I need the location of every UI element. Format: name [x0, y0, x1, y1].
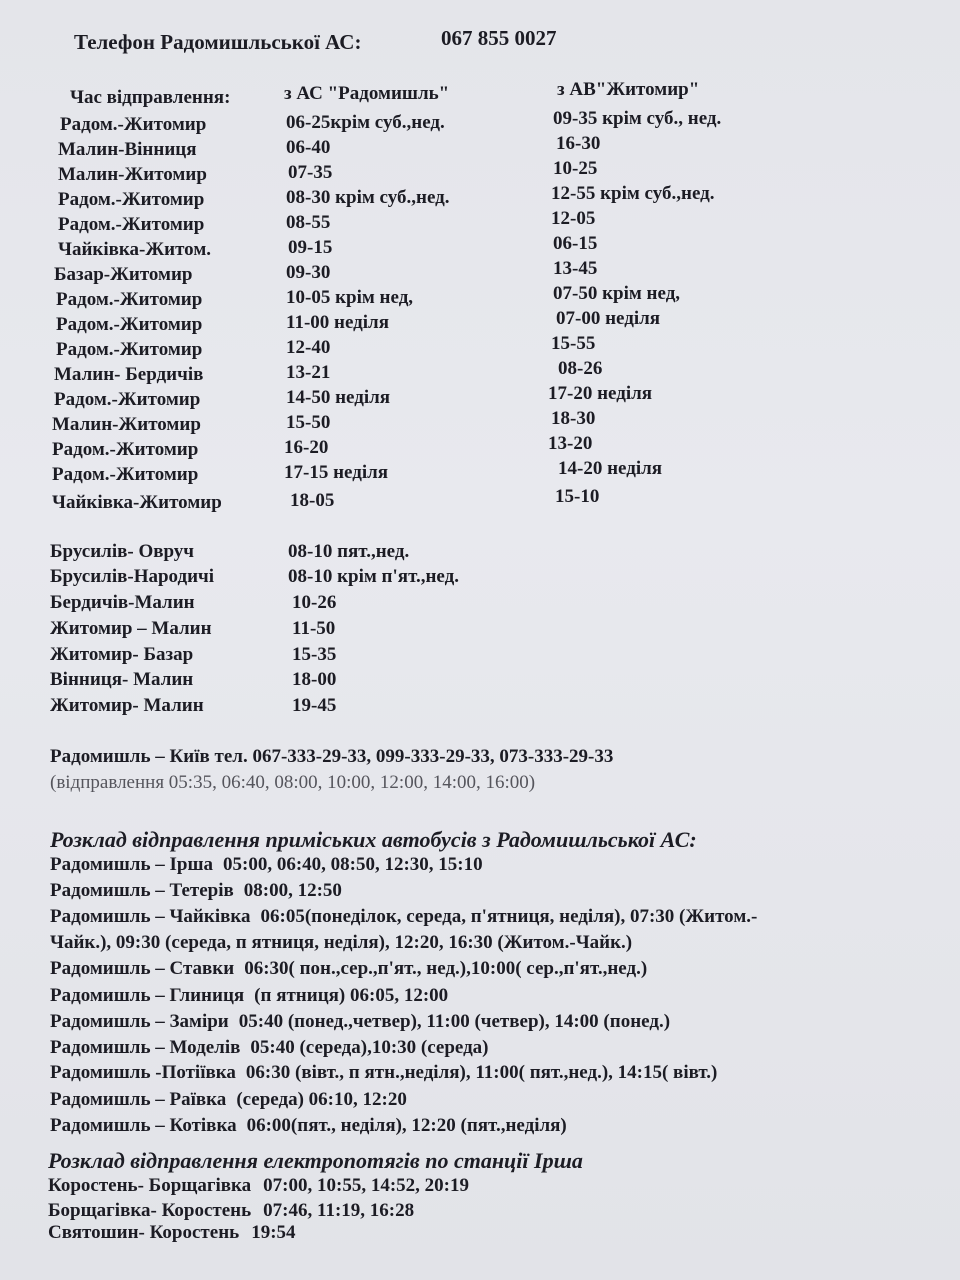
suburban-line [50, 958, 647, 980]
table-row-from-av: 15-55 [551, 333, 596, 354]
table-row-from-as: 08-55 [286, 212, 331, 233]
table-row-from-av: 14-20 неділя [558, 458, 663, 479]
table-row-from-av: 13-45 [553, 258, 598, 279]
suburban-line [50, 1011, 670, 1033]
suburban-times: (середа) 06:10, 12:20 [236, 1089, 407, 1110]
trains-title: Розклад відправлення електропотягів по станції Ірша [48, 1148, 583, 1173]
col-from-as-header: з АС "Радомишль" [284, 83, 450, 104]
train-times: 19:54 [251, 1222, 296, 1243]
table-row-from-av: 12-05 [551, 208, 596, 229]
other-route-time: 15-35 [292, 644, 337, 665]
table-row-route: Радом.-Житомир [58, 214, 205, 235]
other-route-name: Бердичів-Малин [50, 592, 195, 613]
other-route-name: Житомир- Базар [50, 644, 194, 665]
table-row-route: Радом.-Житомир [56, 289, 203, 310]
table-row-from-as: 09-15 [288, 237, 333, 258]
table-row-from-as: 14-50 неділя [286, 387, 391, 408]
table-row-route: Чайківка-Житом. [58, 239, 212, 260]
kyiv-phones: тел. 067-333-29-33, 099-333-29-33, 073-333-29-33 [214, 746, 614, 767]
table-row-route: Малин-Житомир [52, 414, 201, 435]
col-from-av-header: з АВ"Житомир" [557, 79, 700, 100]
suburban-times: 06:30( пон.,сер.,п'ят., нед.),10:00( сер.,п'ят.,нед.) [244, 958, 648, 979]
train-times: 07:46, 11:19, 16:28 [263, 1200, 415, 1221]
suburban-times: 05:40 (понед.,четвер), 11:00 (четвер), 14:00 (понед.) [238, 1011, 671, 1032]
table-row-route: Радом.-Житомир [56, 314, 203, 335]
table-row-from-av: 18-30 [551, 408, 596, 429]
suburban-route: Радомишль – Глиниця [50, 985, 245, 1006]
suburban-route: Радомишль – Моделів [50, 1037, 241, 1058]
table-row-from-as: 07-35 [288, 162, 333, 183]
other-route-name: Житомир- Малин [50, 695, 204, 716]
other-route-name: Вінниця- Малин [50, 669, 194, 690]
suburban-route: Радомишль – Ставки [50, 958, 235, 979]
col-route-header: Час відправлення: [70, 87, 231, 108]
train-line [48, 1200, 414, 1222]
table-row-from-av: 17-20 неділя [548, 383, 653, 404]
table-row-from-av: 06-15 [553, 233, 598, 254]
suburban-route: Радомишль – Раївка [50, 1089, 227, 1110]
table-row-from-as: 06-40 [286, 137, 331, 158]
suburban-times: 08:00, 12:50 [243, 880, 342, 901]
train-times: 07:00, 10:55, 14:52, 20:19 [263, 1175, 469, 1196]
train-route: Святошин- Коростень [48, 1222, 240, 1243]
table-row-from-as: 12-40 [286, 337, 331, 358]
suburban-line [50, 932, 632, 954]
suburban-route: Радомишль – Ірша [50, 854, 213, 875]
suburban-route: Радомишль – Чайківка [50, 906, 251, 927]
table-row-from-av: 10-25 [553, 158, 598, 179]
suburban-line [50, 985, 448, 1007]
table-row-route: Радом.-Житомир [56, 339, 203, 360]
suburban-times: (п ятниця) 06:05, 12:00 [254, 985, 449, 1006]
other-route-time: 08-10 крім п'ят.,нед. [288, 566, 459, 587]
other-route-time: 19-45 [292, 695, 337, 716]
suburban-times: 05:00, 06:40, 08:50, 12:30, 15:10 [223, 854, 483, 875]
table-row-from-as: 06-25крім суб.,нед. [286, 112, 445, 133]
table-row-route: Радом.-Житомир [60, 114, 207, 135]
suburban-line [50, 1062, 717, 1084]
suburban-times: 06:30 (вівт., п ятн.,неділя), 11:00( пят.,нед.), 14:15( вівт.) [245, 1062, 718, 1083]
suburban-line [50, 1089, 407, 1111]
train-line [48, 1175, 469, 1197]
kyiv-route [50, 746, 613, 768]
other-route-name: Житомир – Малин [50, 618, 212, 639]
table-row-route: Малин- Бердичів [54, 364, 204, 385]
suburban-title: Розклад відправлення приміських автобусів з Радомишльської АС: [50, 827, 697, 852]
suburban-line [50, 1037, 489, 1059]
table-row-route: Малин-Вінниця [58, 139, 197, 160]
suburban-line [50, 880, 342, 902]
phone-number: 067 855 0027 [441, 26, 557, 50]
table-row-route: Чайківка-Житомир [52, 492, 222, 513]
table-row-route: Радом.-Житомир [52, 464, 199, 485]
other-route-time: 08-10 пят.,нед. [288, 541, 410, 562]
table-row-route: Радом.-Житомир [58, 189, 205, 210]
table-row-from-av: 15-10 [555, 486, 600, 507]
suburban-times: 05:40 (середа),10:30 (середа) [250, 1037, 489, 1058]
suburban-line [50, 906, 757, 928]
table-row-from-av: 13-20 [548, 433, 593, 454]
train-route: Коростень- Борщагівка [48, 1175, 252, 1196]
suburban-line [50, 854, 483, 876]
kyiv-route-name: Радомишль – Київ [50, 746, 210, 767]
other-route-time: 10-26 [292, 592, 337, 613]
table-row-from-as: 17-15 неділя [284, 462, 389, 483]
other-route-time: 11-50 [292, 618, 336, 639]
table-row-from-as: 13-21 [286, 362, 331, 383]
other-route-name: Брусилів-Народичі [50, 566, 215, 587]
phone-label: Телефон Радомишльської АС: [74, 30, 362, 54]
suburban-route: Радомишль -Потіївка [50, 1062, 236, 1083]
table-row-from-as: 18-05 [290, 490, 335, 511]
table-row-route: Радом.-Житомир [54, 389, 201, 410]
table-row-from-av: 08-26 [558, 358, 603, 379]
suburban-line [50, 1115, 567, 1137]
table-row-from-as: 16-20 [284, 437, 329, 458]
other-route-name: Брусилів- Овруч [50, 541, 195, 562]
table-row-from-as: 11-00 неділя [286, 312, 389, 333]
train-line [48, 1222, 296, 1244]
table-row-from-as: 09-30 [286, 262, 331, 283]
other-route-time: 18-00 [292, 669, 337, 690]
suburban-times: 06:00(пят., неділя), 12:20 (пят.,неділя) [246, 1115, 567, 1136]
table-row-route: Малин-Житомир [58, 164, 207, 185]
kyiv-departures: (відправлення 05:35, 06:40, 08:00, 10:00, 12:00, 14:00, 16:00) [50, 772, 536, 793]
table-row-from-av: 07-50 крім нед, [553, 283, 681, 304]
suburban-times: 06:05(понеділок, середа, п'ятниця, неділя), 07:30 (Житом.- [260, 906, 758, 927]
suburban-route: Радомишль – Котівка [50, 1115, 237, 1136]
suburban-route: Радомишль – Тетерів [50, 880, 234, 901]
table-row-from-av: 07-00 неділя [556, 308, 661, 329]
table-row-from-av: 16-30 [556, 133, 601, 154]
table-row-from-as: 08-30 крім суб.,нед. [286, 187, 450, 208]
suburban-route: Радомишль – Заміри [50, 1011, 229, 1032]
train-route: Борщагівка- Коростень [48, 1200, 252, 1221]
table-row-from-av: 09-35 крім суб., нед. [553, 108, 722, 129]
suburban-times: Чайк.), 09:30 (середа, п ятниця, неділя), 12:20, 16:30 (Житом.-Чайк.) [50, 932, 633, 953]
table-row-from-as: 10-05 крім нед, [286, 287, 414, 308]
table-row-route: Базар-Житомир [54, 264, 193, 285]
table-row-route: Радом.-Житомир [52, 439, 199, 460]
table-row-from-as: 15-50 [286, 412, 331, 433]
table-row-from-av: 12-55 крім суб.,нед. [551, 183, 715, 204]
